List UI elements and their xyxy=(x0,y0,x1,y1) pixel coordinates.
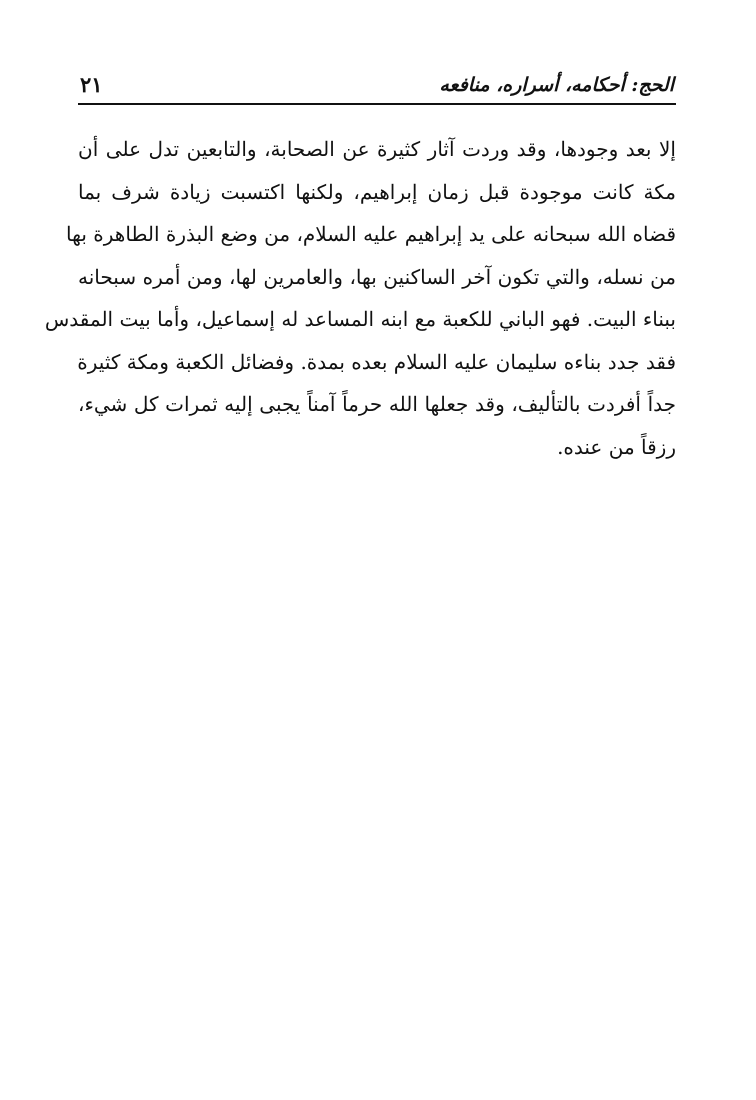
header-rule xyxy=(78,103,676,105)
text-line: قضاه الله سبحانه على يد إبراهيم عليه السلام، من وضع البذرة الطاهرة بها xyxy=(66,222,676,246)
text-line: ببناء البيت. فهو الباني للكعبة مع ابنه المساعد له إسماعيل، وأما بيت المقدس xyxy=(44,307,676,331)
text-line: إلا بعد وجودها، وقد وردت آثار كثيرة عن الصحابة، والتابعين تدل على أن xyxy=(78,137,676,161)
page-header xyxy=(78,72,676,106)
body-paragraph xyxy=(44,128,676,468)
running-title: الحج: أحكامه، أسراره، منافعه xyxy=(439,74,674,96)
text-line: مكة كانت موجودة قبل زمان إبراهيم، ولكنها اكتسبت زيادة شرف بما xyxy=(78,179,676,204)
page-number: ٢١ xyxy=(80,72,103,97)
text-line: فقد جدد بناءه سليمان عليه السلام بعده بمدة. وفضائل الكعبة ومكة كثيرة xyxy=(77,349,676,374)
text-line: رزقاً من عنده. xyxy=(557,434,676,459)
text-line: جداً أفردت بالتأليف، وقد جعلها الله حرماً آمناً يجبى إليه ثمرات كل شيء، xyxy=(78,392,676,416)
text-line: من نسله، والتي تكون آخر الساكنين بها، والعامرين لها، ومن أمره سبحانه xyxy=(78,264,676,289)
